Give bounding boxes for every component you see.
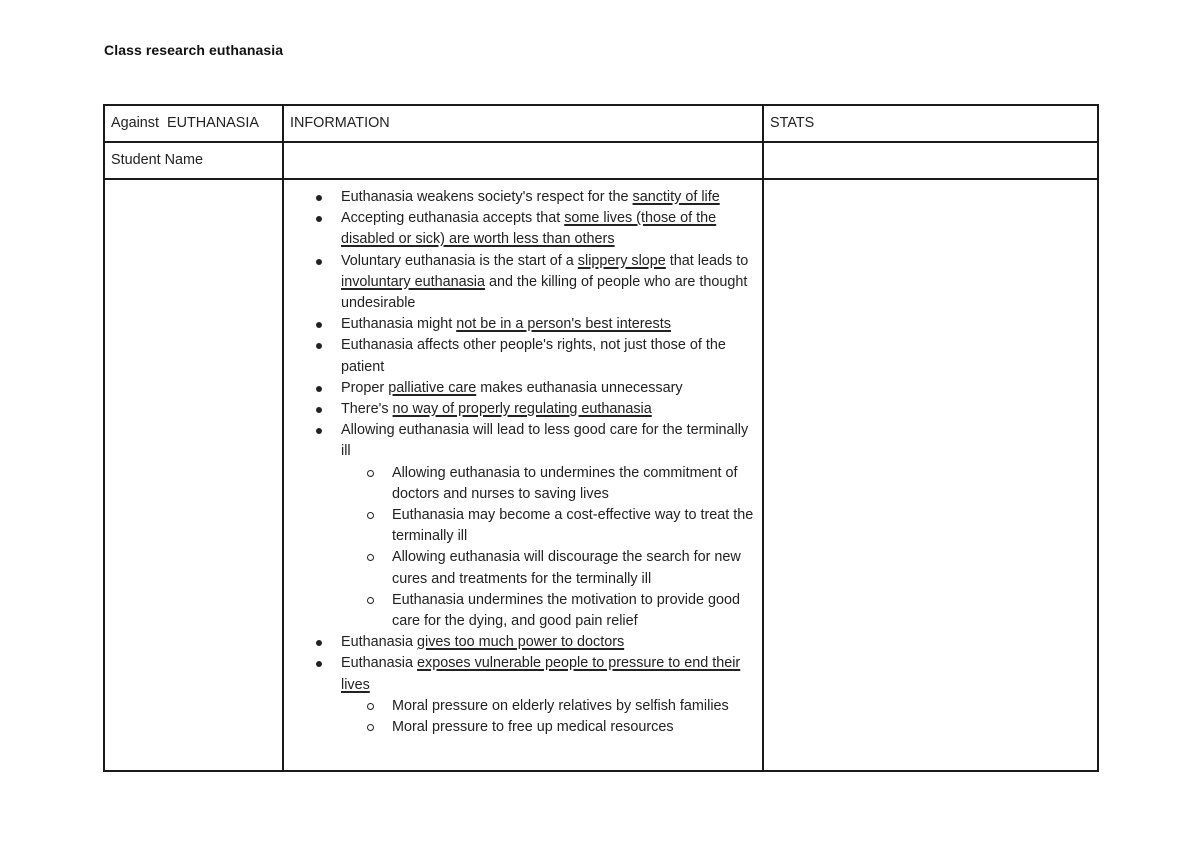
table-header-row: [104, 105, 1098, 142]
sub-list-item: Allowing euthanasia will discourage the search for new cures and treatments for the terminally ill: [392, 547, 756, 589]
list-item: Accepting euthanasia accepts that some lives (those of the disabled or sick) are worth less than others: [341, 208, 756, 250]
content-row: [104, 179, 1098, 771]
sub-list-item: Euthanasia undermines the motivation to provide good care for the dying, and good pain relief: [392, 590, 756, 632]
research-table: [103, 104, 1099, 772]
list-item: Voluntary euthanasia is the start of a slippery slope that leads to involuntary euthanasia and the killing of people who are thought undesirable: [341, 251, 756, 315]
student-stats-cell[interactable]: [763, 142, 1098, 179]
page-title: Class research euthanasia: [104, 42, 284, 58]
sub-list: [341, 696, 756, 738]
list-item: Euthanasia exposes vulnerable people to pressure to end their lives Moral pressure on elderly relatives by selfish families Moral pressure to free up medical resources: [341, 653, 756, 738]
header-against: Against EUTHANASIA: [104, 105, 283, 142]
against-cell[interactable]: [104, 179, 283, 771]
information-list: [290, 187, 756, 738]
stats-cell[interactable]: [763, 179, 1098, 771]
sub-list-item: Allowing euthanasia to undermines the commitment of doctors and nurses to saving lives: [392, 463, 756, 505]
sub-list: [341, 463, 756, 633]
list-item: Proper palliative care makes euthanasia unnecessary: [341, 378, 756, 399]
sub-list-item: Moral pressure on elderly relatives by selfish families: [392, 696, 756, 717]
header-stats: STATS: [763, 105, 1098, 142]
list-item: Euthanasia affects other people's rights, not just those of the patient: [341, 335, 756, 377]
student-name-row: [104, 142, 1098, 179]
header-information: INFORMATION: [283, 105, 763, 142]
sub-list-item: Euthanasia may become a cost-effective way to treat the terminally ill: [392, 505, 756, 547]
list-item: There's no way of properly regulating euthanasia: [341, 399, 756, 420]
list-item: Euthanasia weakens society's respect for the sanctity of life: [341, 187, 756, 208]
list-item: Euthanasia might not be in a person's best interests: [341, 314, 756, 335]
information-cell[interactable]: [283, 179, 763, 771]
student-name-label: Student Name: [104, 142, 283, 179]
list-item: Allowing euthanasia will lead to less good care for the terminally ill Allowing euthanasia to undermines the commitment of doctors and nurses to saving lives Euthanasia may become a cost-effective way to treat the terminally ill Allowing euthanasia will discourage the search for new cures and treatments for the terminally ill Euthanasia undermines the motivation to provide good care for the dying, and good pain relief: [341, 420, 756, 632]
list-item: Euthanasia gives too much power to doctors: [341, 632, 756, 653]
student-info-cell[interactable]: [283, 142, 763, 179]
sub-list-item: Moral pressure to free up medical resources: [392, 717, 756, 738]
